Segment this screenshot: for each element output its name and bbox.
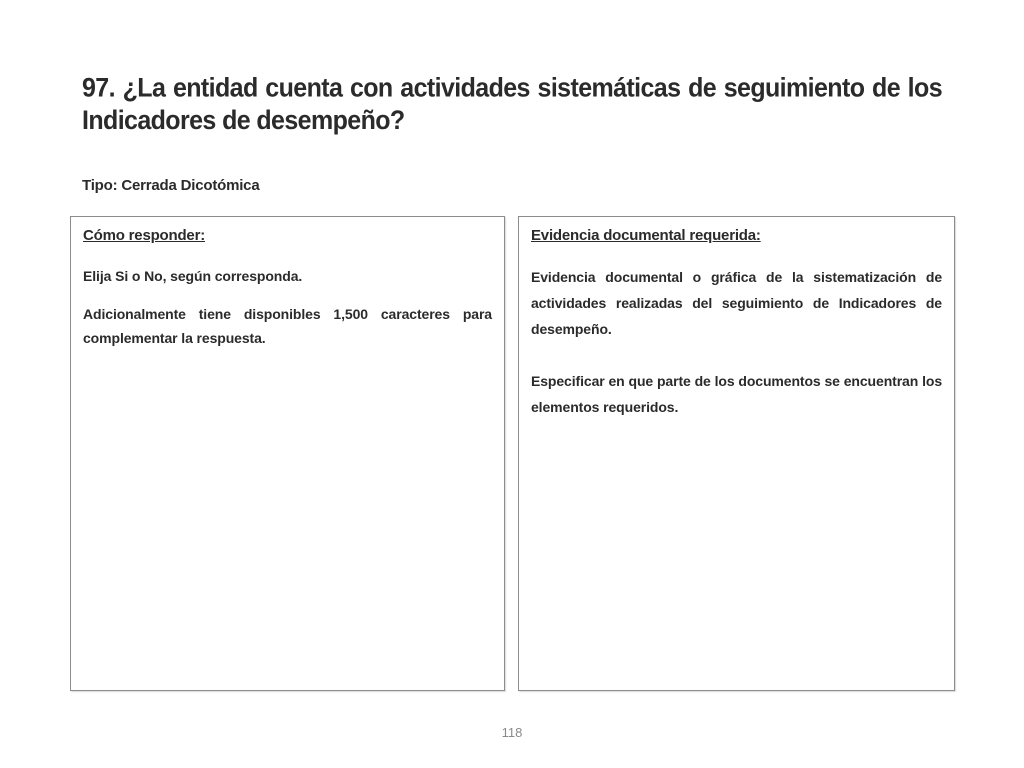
- question-type: Tipo: Cerrada Dicotómica: [82, 177, 260, 194]
- how-to-answer-heading: Cómo responder:: [83, 227, 206, 244]
- how-to-answer-note: Adicionalmente tiene disponibles 1,500 caracteres para complementar la respuesta.: [83, 306, 492, 346]
- evidence-description: Evidencia documental o gráfica de la sistematización de actividades realizadas del seguimiento de Indicadores de desempeño.: [531, 269, 942, 337]
- evidence-panel: [518, 216, 955, 691]
- question-title: 97. ¿La entidad cuenta con actividades sistemáticas de seguimiento de los Indicadores de desempeño?: [82, 73, 942, 136]
- evidence-heading: Evidencia documental requerida:: [531, 227, 761, 244]
- evidence-location-note: Especificar en que parte de los documentos se encuentran los elementos requeridos.: [531, 373, 942, 415]
- how-to-answer-instruction: Elija Si o No, según corresponda.: [83, 268, 303, 284]
- how-to-answer-panel: [70, 216, 505, 691]
- page-number: 118: [501, 725, 523, 740]
